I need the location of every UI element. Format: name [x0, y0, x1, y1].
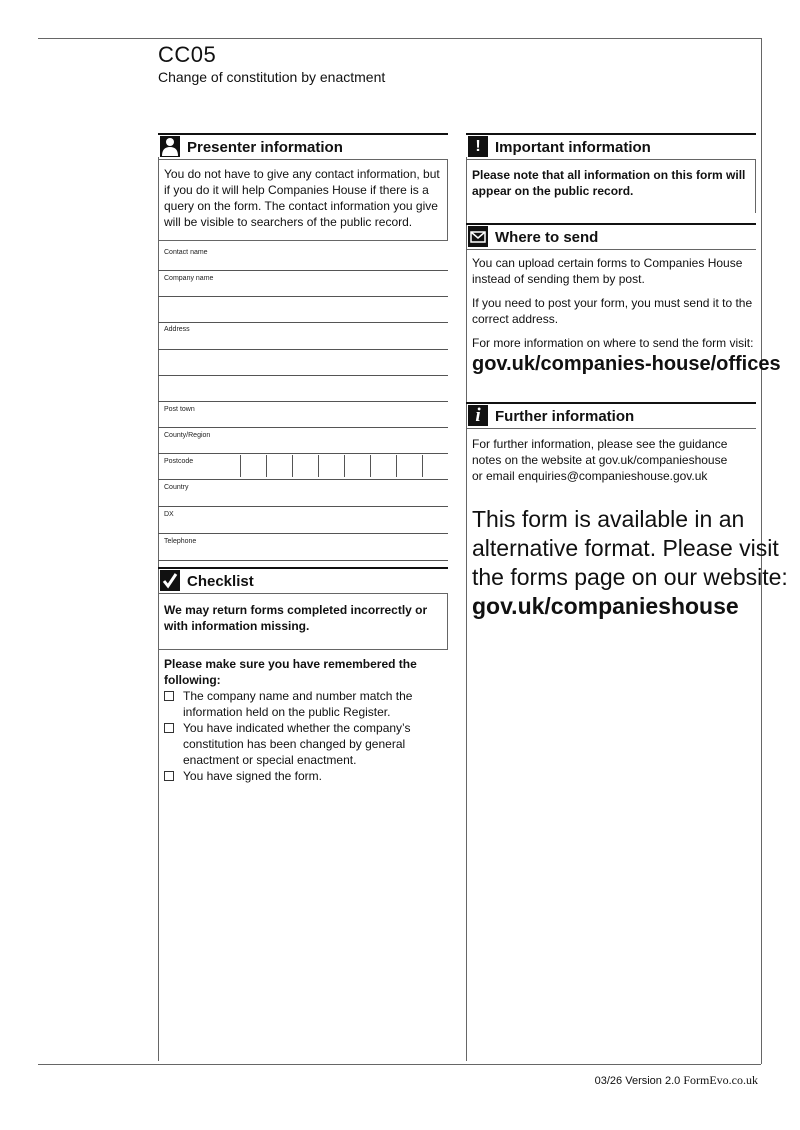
envelope-icon — [468, 226, 488, 247]
top-rule — [38, 38, 761, 39]
checklist-section-title: Checklist — [187, 573, 254, 590]
address-field[interactable] — [158, 349, 448, 350]
country-field[interactable] — [158, 506, 448, 507]
important-right-rule — [755, 159, 756, 213]
important-section-bar — [466, 133, 756, 135]
info-icon: i — [468, 405, 488, 426]
further-line-1: For further information, please see the guidance — [472, 437, 728, 451]
presenter-title-underline — [158, 159, 448, 160]
checklist-item-text: You have signed the form. — [183, 769, 322, 783]
checkbox[interactable] — [164, 691, 174, 701]
checklist-lead: Please make sure you have remembered the following: — [164, 657, 417, 687]
contact-name-label: Contact name — [164, 249, 208, 256]
important-section-title: Important information — [495, 139, 651, 156]
exclamation-icon: ! — [468, 136, 488, 157]
where-title-underline — [466, 249, 756, 250]
postcode-box-divider — [396, 455, 397, 477]
checklist-item[interactable] — [164, 768, 446, 784]
further-title-underline — [466, 428, 756, 429]
presenter-intro: You do not have to give any contact information, but if you do it will help Companies House if there is a query on the form. The contact information you give will be visible to searchers of the public record. — [164, 167, 440, 229]
alternative-format-line-3: the forms page on our website: — [472, 564, 788, 590]
where-paragraph-2: If you need to post your form, you must send it to the correct address. — [472, 296, 753, 326]
form-title: Change of constitution by enactment — [158, 69, 386, 85]
form-code: CC05 — [158, 42, 217, 67]
important-text: Please note that all information on this form will appear on the public record. — [472, 168, 746, 198]
telephone-field[interactable] — [158, 560, 448, 561]
right-column-rule — [466, 157, 467, 1061]
person-icon — [160, 136, 180, 157]
postcode-box-divider — [266, 455, 267, 477]
where-paragraph-3: For more information on where to send the form visit: — [472, 336, 754, 350]
bottom-rule — [38, 1064, 761, 1065]
where-paragraph-1: You can upload certain forms to Companies House instead of sending them by post. — [472, 256, 743, 286]
country-label: Country — [164, 484, 189, 491]
footer-brand: FormEvo.co.uk — [683, 1073, 758, 1087]
address-field-line-2[interactable] — [158, 375, 448, 376]
checkmark-icon — [160, 570, 180, 591]
postcode-box-divider — [344, 455, 345, 477]
presenter-section-title: Presenter information — [187, 139, 343, 156]
checklist-title-underline — [158, 593, 448, 594]
address-field-line-3[interactable] — [158, 401, 448, 402]
further-section-title: Further information — [495, 408, 635, 425]
checklist-item-text: You have indicated whether the company’s constitution has been changed by general enactment or special enactment. — [183, 721, 411, 767]
postcode-label: Postcode — [164, 458, 194, 465]
alternative-format-line-2: alternative format. Please visit — [472, 535, 779, 561]
dx-field[interactable] — [158, 533, 448, 534]
companies-house-link[interactable]: gov.uk/companieshouse — [472, 593, 739, 619]
presenter-intro-right-rule — [447, 159, 448, 240]
checklist-warning-right-rule — [447, 593, 448, 649]
presenter-intro-bottom-rule — [158, 240, 448, 241]
postcode-field[interactable] — [158, 479, 448, 480]
checklist-warning-bottom-rule — [158, 649, 448, 650]
where-section-bar — [466, 223, 756, 225]
post-town-label: Post town — [164, 406, 195, 413]
postcode-box-divider — [370, 455, 371, 477]
where-section-title: Where to send — [495, 229, 599, 246]
further-line-2: notes on the website at gov.uk/companieshouse — [472, 453, 728, 467]
further-line-3: or email enquiries@companieshouse.gov.uk — [472, 469, 708, 483]
further-section-bar — [466, 402, 756, 404]
checkbox[interactable] — [164, 723, 174, 733]
postcode-box-divider — [240, 455, 241, 477]
checklist-warning: We may return forms completed incorrectly or with information missing. — [164, 603, 428, 633]
left-column-rule — [158, 157, 159, 1061]
company-name-field-line-2[interactable] — [158, 322, 448, 323]
county-region-field[interactable] — [158, 453, 448, 454]
checklist-item[interactable] — [164, 720, 446, 768]
checklist-item-text: The company name and number match the information held on the public Register. — [183, 689, 413, 719]
footer-version: 03/26 Version 2.0 — [594, 1075, 681, 1087]
address-label: Address — [164, 326, 190, 333]
contact-name-field[interactable] — [158, 270, 448, 271]
offices-link[interactable]: gov.uk/companies-house/offices — [472, 353, 781, 375]
checkbox[interactable] — [164, 771, 174, 781]
postcode-box-divider — [318, 455, 319, 477]
telephone-label: Telephone — [164, 538, 197, 545]
dx-label: DX — [164, 511, 174, 518]
checklist-item[interactable] — [164, 688, 446, 720]
county-region-label: County/Region — [164, 432, 211, 439]
presenter-section-bar — [158, 133, 448, 135]
important-title-underline — [466, 159, 756, 160]
checklist-section-bar — [158, 567, 448, 569]
post-town-field[interactable] — [158, 427, 448, 428]
alternative-format-line-1: This form is available in an — [472, 506, 745, 532]
company-name-field[interactable] — [158, 296, 448, 297]
company-name-label: Company name — [164, 275, 214, 282]
postcode-box-divider — [292, 455, 293, 477]
footer — [595, 1073, 758, 1088]
postcode-box-divider — [422, 455, 423, 477]
